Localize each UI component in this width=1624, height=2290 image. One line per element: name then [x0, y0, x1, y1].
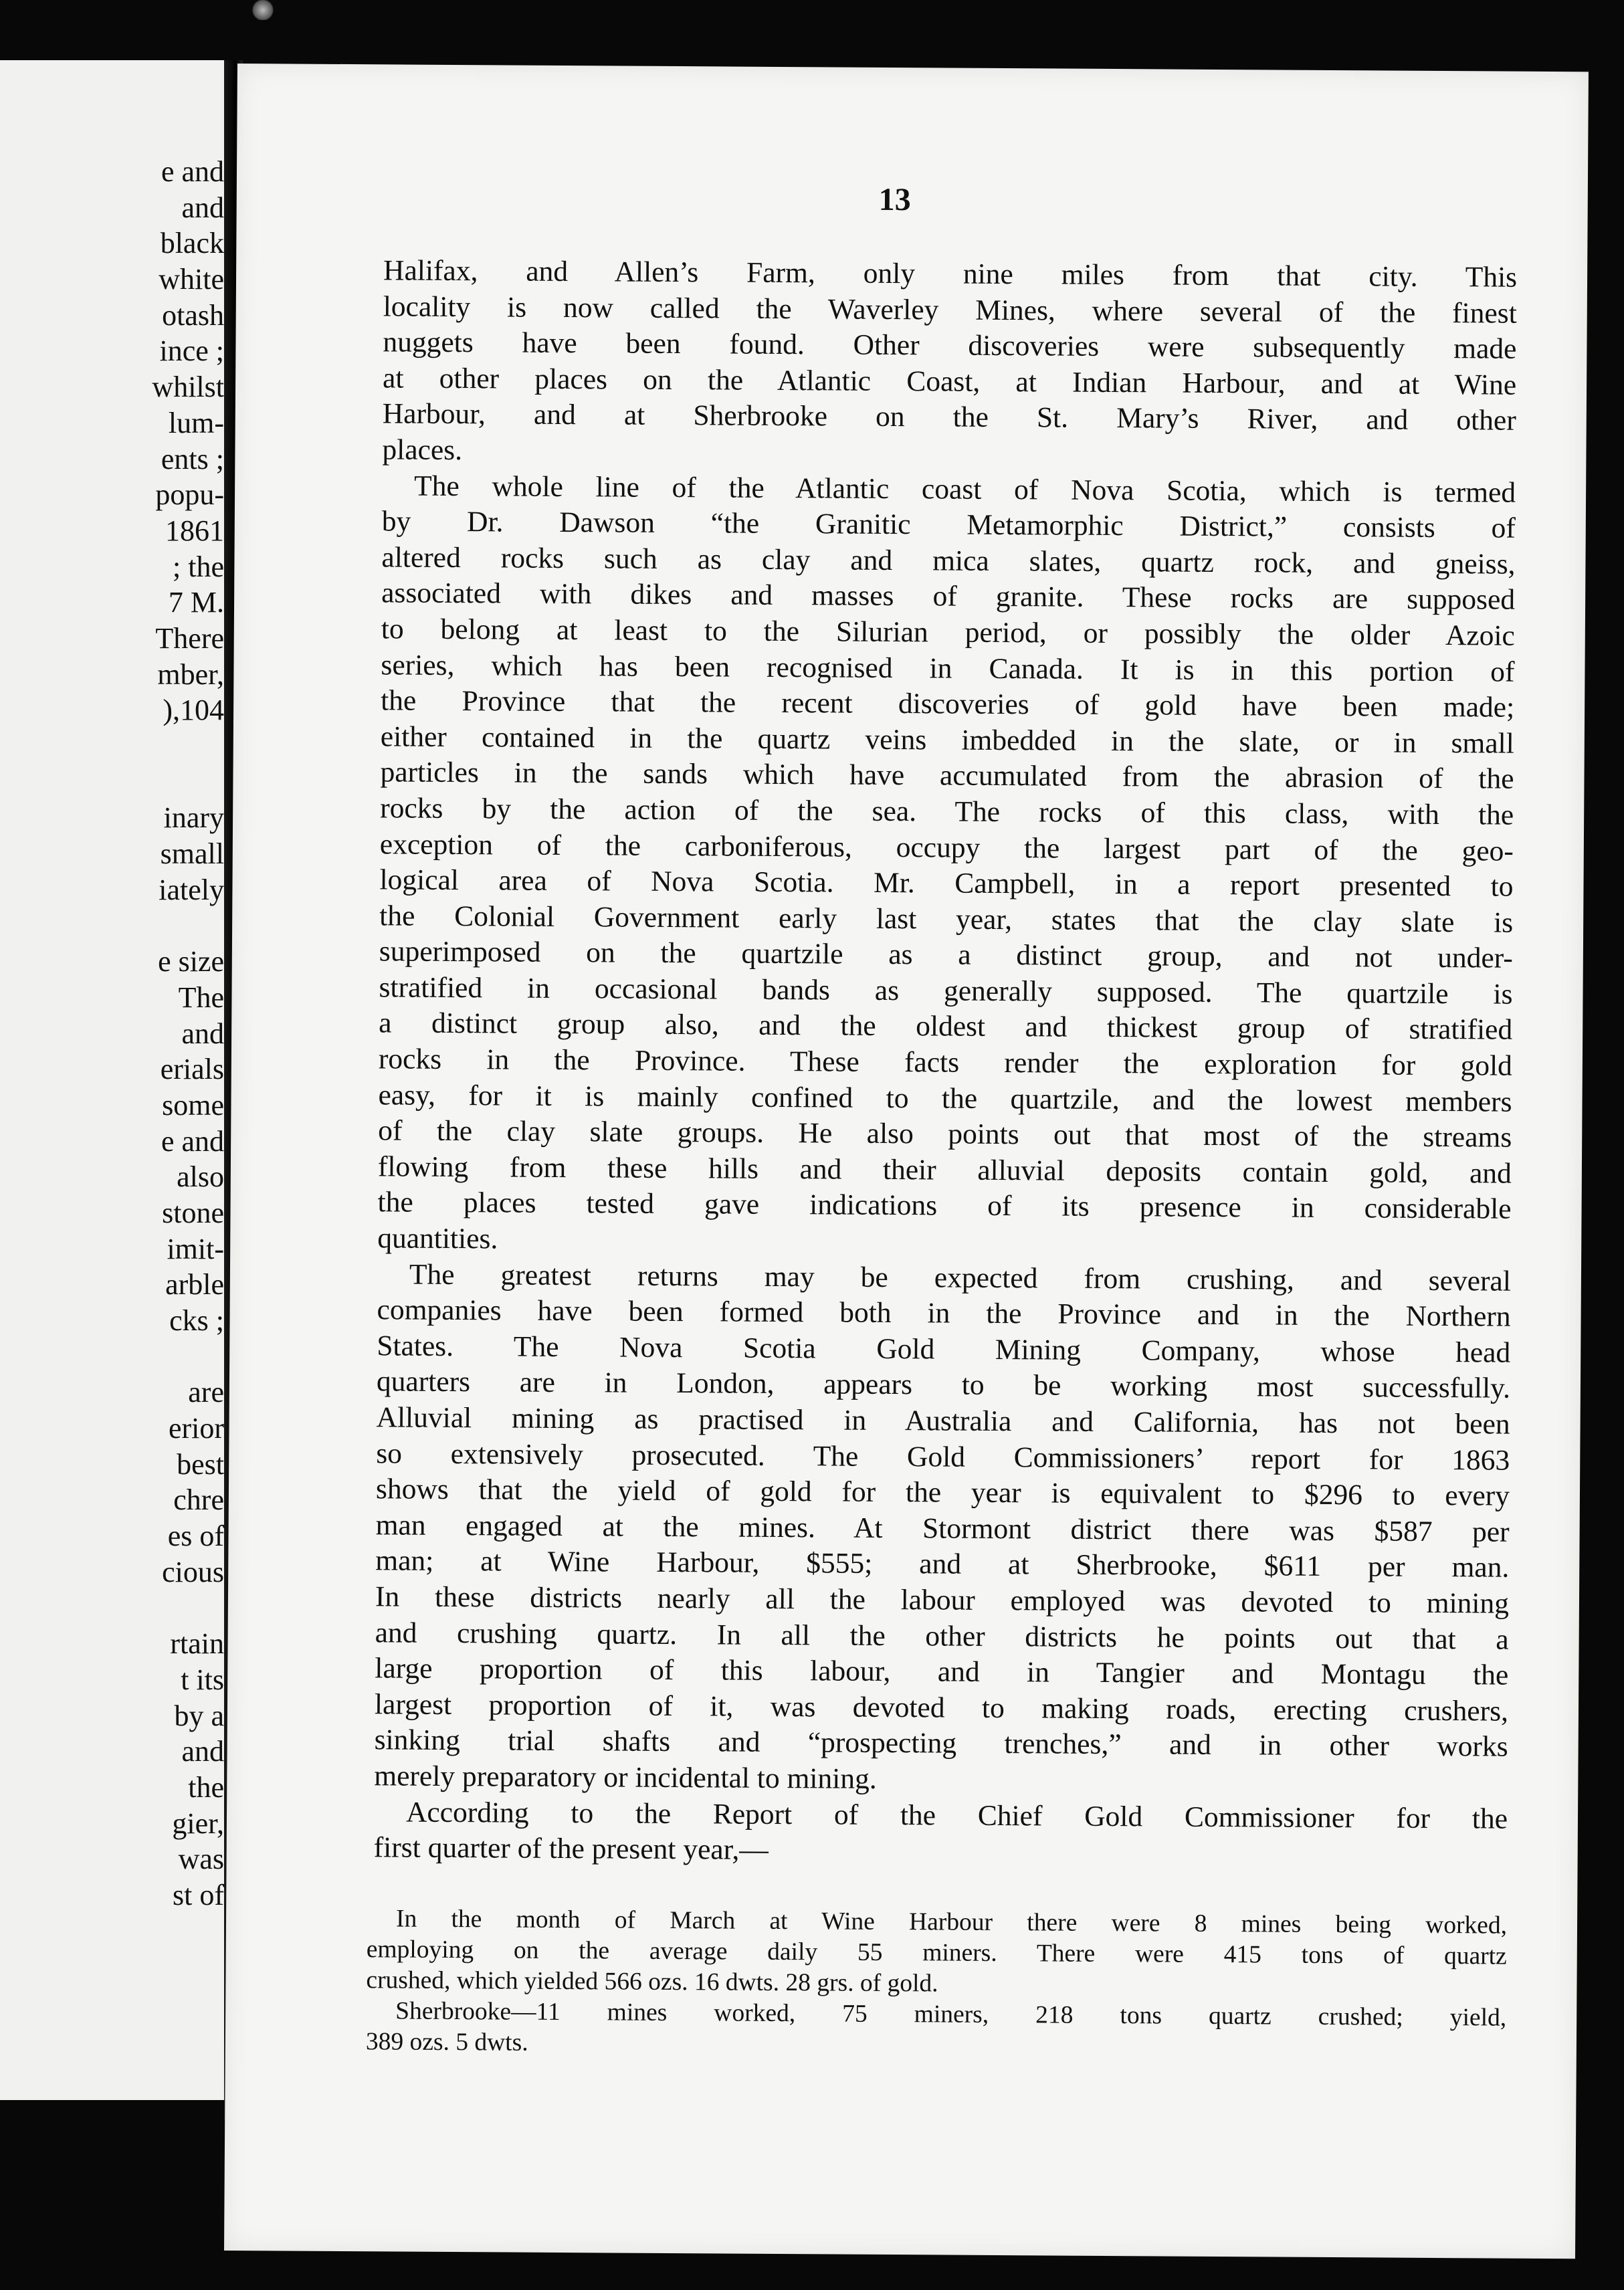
- text-line: quantities.: [377, 1222, 498, 1255]
- text-line: by Dr. Dawson “the Granitic Metamorphic District,” consists of: [381, 505, 1516, 544]
- left-edge-line: otash: [162, 298, 224, 332]
- left-edge-line: mber,: [157, 657, 224, 691]
- left-edge-line: gier,: [172, 1806, 224, 1840]
- left-edge-line: and: [181, 191, 224, 224]
- left-edge-line: 1861: [165, 514, 224, 547]
- left-edge-line: also: [177, 1160, 224, 1194]
- note-line: 389 ozs. 5 dwts.: [365, 2028, 528, 2057]
- left-edge-line: e and: [161, 1124, 224, 1158]
- text-line: exception of the carboniferous, occupy the largest part of the geo-: [379, 827, 1514, 867]
- text-line: Alluvial mining as practised in Australia and California, has not been: [376, 1401, 1510, 1441]
- text-line: logical area of Nova Scotia. Mr. Campbell, in a report presented to: [379, 863, 1514, 903]
- right-page: [224, 64, 1589, 2259]
- left-edge-line: stone: [162, 1196, 224, 1229]
- text-line: and crushing quartz. In all the other districts he points out that a: [375, 1616, 1509, 1656]
- text-line: particles in the sands which have accumulated from the abrasion of the: [380, 756, 1514, 795]
- scan-corner-mark: [251, 0, 275, 20]
- text-line: to belong at least to the Silurian period, or possibly the older Azoic: [381, 613, 1515, 652]
- text-line: The greatest returns may be expected from crushing, and several: [409, 1258, 1512, 1297]
- text-line: sinking trial shafts and “prospecting trenches,” and in other works: [374, 1724, 1508, 1763]
- left-edge-line: white: [159, 263, 224, 296]
- left-edge-line: arble: [165, 1268, 224, 1302]
- left-edge-line: by a: [174, 1699, 224, 1732]
- text-line: States. The Nova Scotia Gold Mining Company, whose head: [377, 1330, 1511, 1369]
- left-edge-line: imit-: [167, 1232, 224, 1265]
- left-edge-line: whilst: [152, 371, 224, 404]
- page-number: 13: [878, 181, 911, 218]
- text-line: shows that the yield of gold for the year is equivalent to $296 to every: [375, 1473, 1510, 1512]
- text-line: The whole line of the Atlantic coast of Nova Scotia, which is termed: [414, 470, 1516, 509]
- left-edge-line: and: [181, 1735, 224, 1768]
- text-line: so extensively prosecuted. The Gold Commissioners’ report for 1863: [376, 1437, 1510, 1477]
- text-line: associated with dikes and masses of granite. These rocks are supposed: [381, 577, 1516, 617]
- text-line: either contained in the quartz veins imbedded in the slate, or in small: [380, 720, 1514, 760]
- left-edge-line: 7 M.: [168, 586, 224, 619]
- text-line: locality is now called the Waverley Mines, where several of the finest: [383, 290, 1517, 330]
- text-line: In these districts nearly all the labour employed was devoted to mining: [375, 1580, 1510, 1620]
- left-edge-line: popu-: [155, 478, 224, 512]
- left-edge-line: some: [162, 1088, 224, 1122]
- left-edge-line: e size: [158, 945, 224, 978]
- text-line: rocks in the Province. These facts render the exploration for gold: [378, 1043, 1513, 1082]
- left-edge-line: e and: [161, 155, 224, 188]
- text-line: According to the Report of the Chief Gold Commissioner for the: [405, 1796, 1508, 1835]
- text-line: places.: [382, 433, 463, 467]
- left-edge-line: iately: [159, 873, 224, 906]
- left-edge-line: [0, 908, 224, 944]
- left-edge-line: the: [188, 1770, 224, 1804]
- text-line: Halifax, and Allen’s Farm, only nine miles from that city. This: [383, 254, 1518, 294]
- left-edge-line: The: [178, 980, 224, 1014]
- left-edge-line: ),104: [163, 694, 224, 727]
- text-line: superimposed on the quartzile as a distinct group, and not under-: [379, 935, 1514, 974]
- text-line: the places tested gave indications of its presence in considerable: [377, 1186, 1512, 1226]
- text-line: easy, for it is mainly confined to the quartzile, and the lowest members: [378, 1078, 1512, 1118]
- left-edge-line: and: [181, 1017, 224, 1050]
- left-edge-line: rtain: [170, 1627, 224, 1661]
- left-edge-line: t its: [181, 1663, 224, 1696]
- left-edge-line: [0, 1339, 224, 1375]
- note-line: employing on the average daily 55 miners. There were 415 tons of quartz: [366, 1936, 1507, 1970]
- left-edge-line: inary: [163, 801, 224, 835]
- left-edge-line: cious: [162, 1555, 224, 1588]
- text-line: the Province that the recent discoveries of gold have been made;: [381, 684, 1515, 724]
- left-edge-line: erials: [160, 1053, 224, 1086]
- note-line: In the month of March at Wine Harbour there were 8 mines being worked,: [395, 1905, 1508, 1940]
- note-line: crushed, which yielded 566 ozs. 16 dwts. 28 grs. of gold.: [366, 1966, 938, 1998]
- left-edge-line: chre: [173, 1483, 224, 1517]
- left-edge-line: ince ;: [159, 334, 224, 368]
- left-edge-line: st of: [173, 1879, 224, 1911]
- text-line: man; at Wine Harbour, $555; and at Sherbrooke, $611 per man.: [375, 1544, 1510, 1584]
- text-line: flowing from these hills and their alluvial deposits contain gold, and: [377, 1150, 1512, 1190]
- left-edge-line: ; the: [173, 550, 224, 583]
- text-line: Harbour, and at Sherbrooke on the St. Mary’s River, and other: [382, 397, 1516, 437]
- left-edge-line: best: [177, 1447, 224, 1481]
- left-edge-line: es of: [167, 1520, 224, 1553]
- text-line: at other places on the Atlantic Coast, at Indian Harbour, and at Wine: [382, 362, 1517, 401]
- text-line: the Colonial Government early last year, states that the clay slate is: [379, 900, 1514, 939]
- left-page-text-edge: [0, 154, 224, 1913]
- text-line: large proportion of this labour, and in Tangier and Montagu the: [375, 1652, 1509, 1691]
- left-edge-line: lum-: [168, 406, 224, 439]
- left-edge-line: cks ;: [169, 1304, 224, 1337]
- text-line: stratified in occasional bands as generally supposed. The quartzile is: [379, 971, 1513, 1011]
- text-line: series, which has been recognised in Canada. It is in this portion of: [381, 648, 1515, 688]
- text-line: first quarter of the present year,—: [373, 1831, 769, 1867]
- text-line: rocks by the action of the sea. The rocks of this class, with the: [380, 792, 1514, 831]
- left-edge-line: There: [155, 621, 224, 655]
- text-line: quarters are in London, appears to be working most successfully.: [376, 1365, 1511, 1405]
- note-line: Sherbrooke—11 mines worked, 75 miners, 218 tons quartz crushed; yield,: [395, 1997, 1507, 2032]
- left-edge-line: are: [188, 1376, 224, 1409]
- text-line: nuggets have been found. Other discoveries were subsequently made: [383, 326, 1517, 365]
- text-line: a distinct group also, and the oldest and thickest group of stratified: [379, 1007, 1513, 1047]
- left-edge-line: ents ;: [161, 442, 224, 476]
- left-page-fragment: [0, 60, 224, 2100]
- left-edge-line: black: [160, 227, 224, 260]
- text-line: companies have been formed both in the Province and in the Northern: [377, 1293, 1511, 1333]
- left-edge-line: [0, 1590, 224, 1627]
- left-edge-line: [0, 728, 224, 764]
- left-edge-line: small: [160, 837, 224, 871]
- text-line: largest proportion of it, was devoted to making roads, erecting crushers,: [374, 1688, 1509, 1728]
- text-line: merely preparatory or incidental to mining.: [374, 1760, 877, 1795]
- left-edge-line: [0, 764, 224, 801]
- left-edge-line: erior: [168, 1412, 224, 1445]
- text-line: of the clay slate groups. He also points out that most of the streams: [378, 1114, 1512, 1154]
- body-text: [374, 253, 1518, 1873]
- footnote-quotation: [366, 1903, 1507, 2064]
- text-line: altered rocks such as clay and mica slates, quartz rock, and gneiss,: [381, 541, 1516, 581]
- left-edge-line: was: [178, 1843, 224, 1876]
- text-line: man engaged at the mines. At Stormont district there was $587 per: [375, 1509, 1510, 1548]
